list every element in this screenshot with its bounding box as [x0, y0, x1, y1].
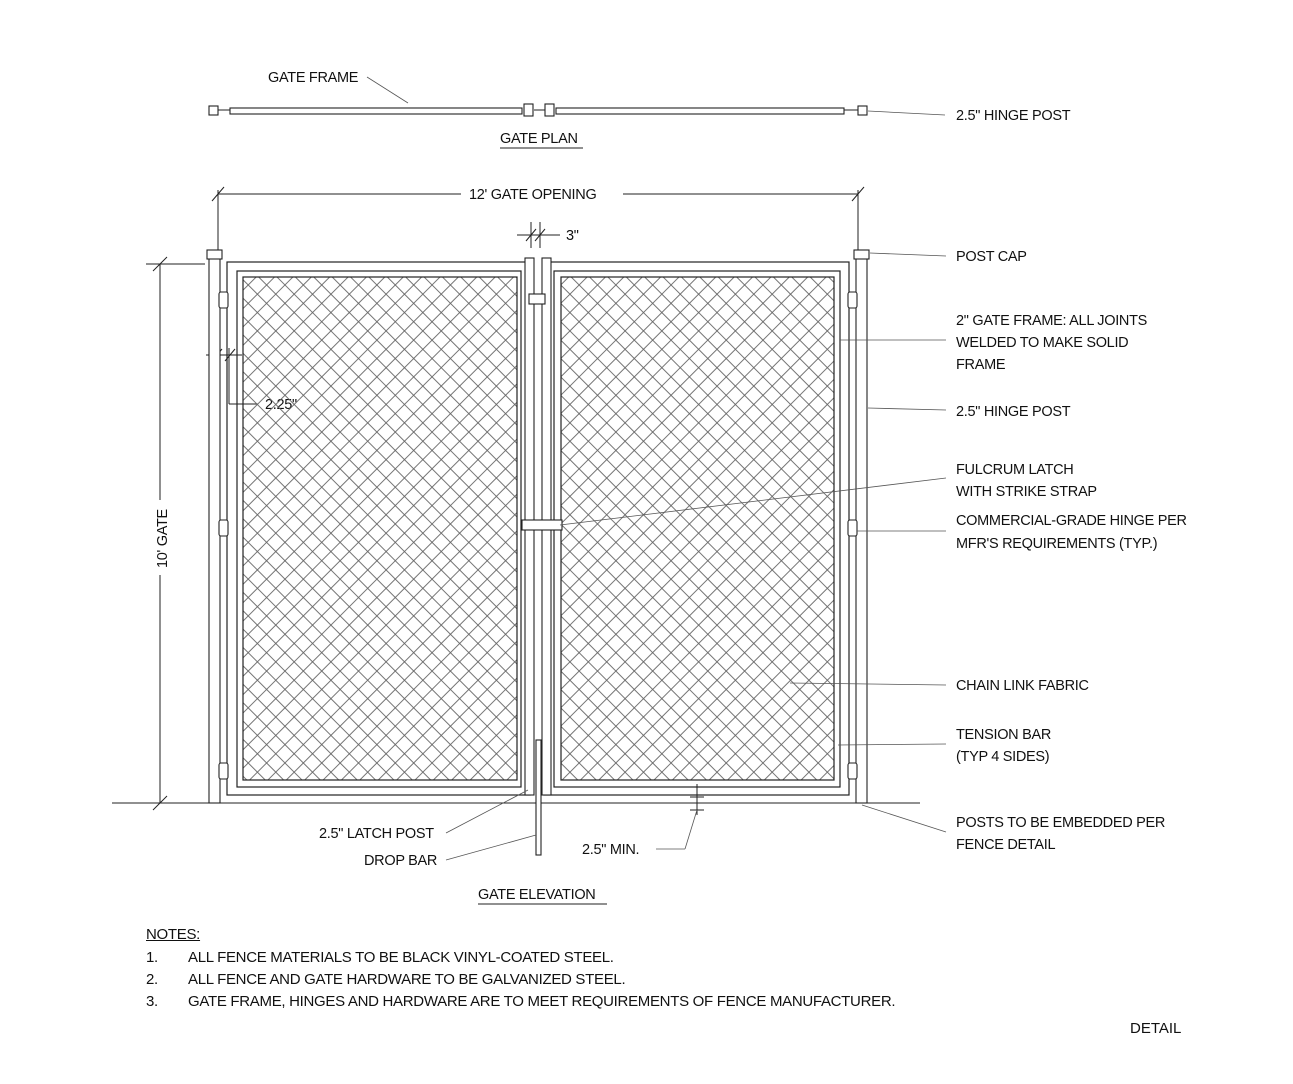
hinge-left-top [219, 292, 228, 308]
plan-left-leaf [230, 108, 522, 114]
callout-tension-line2: (TYP 4 SIDES) [956, 749, 1050, 765]
callout-frame-line2: WELDED TO MAKE SOLID [956, 335, 1129, 351]
plan-right-post [858, 106, 867, 115]
note-number: 2. [146, 971, 158, 988]
hinge-right-mid [848, 520, 857, 536]
height-dimension: 10' GATE [155, 509, 171, 568]
callout-frame-line3: FRAME [956, 357, 1006, 373]
cut-off-detail-label [1130, 1016, 1202, 1037]
gate-elevation [112, 250, 920, 855]
note-text: ALL FENCE MATERIALS TO BE BLACK VINYL-COATED STEEL. [188, 949, 614, 966]
plan-gate-frame-label: GATE FRAME [268, 70, 359, 86]
left-hinge-post [209, 258, 220, 803]
hinge-left-bottom [219, 763, 228, 779]
note-number: 1. [146, 949, 158, 966]
gate-plan [209, 70, 1071, 148]
cut-off-text: DETAIL [1130, 1020, 1182, 1037]
plan-left-post [209, 106, 218, 115]
callout-hinge-line1: COMMERCIAL-GRADE HINGE PER [956, 513, 1187, 529]
opening-dimension: 12' GATE OPENING [469, 187, 597, 203]
notes-heading: NOTES: [146, 926, 201, 943]
note-number: 3. [146, 993, 158, 1010]
callout-fabric: CHAIN LINK FABRIC [956, 678, 1089, 694]
hinge-right-bottom [848, 763, 857, 779]
callout-embed-line1: POSTS TO BE EMBEDDED PER [956, 815, 1166, 831]
latch-post-label: 2.5" LATCH POST [319, 826, 434, 842]
callout-embed-line2: FENCE DETAIL [956, 837, 1056, 853]
note-text: ALL FENCE AND GATE HARDWARE TO BE GALVANIZED STEEL. [188, 971, 626, 988]
right-post-cap [854, 250, 869, 259]
callout-latch-line2: WITH STRIKE STRAP [956, 484, 1097, 500]
callout-hinge-post: 2.5" HINGE POST [956, 404, 1071, 420]
hinge-right-top [848, 292, 857, 308]
callout-tension-line1: TENSION BAR [956, 727, 1051, 743]
drop-bar [536, 740, 541, 855]
callout-frame-line1: 2" GATE FRAME: ALL JOINTS [956, 313, 1148, 329]
plan-right-leaf [556, 108, 844, 114]
right-leaf-fabric [561, 277, 834, 780]
note-text: GATE FRAME, HINGES AND HARDWARE ARE TO MEET REQUIREMENTS OF FENCE MANUFACTURER. [188, 993, 896, 1010]
drop-bar-label: DROP BAR [364, 853, 438, 869]
callout-post-cap: POST CAP [956, 249, 1027, 265]
notes-block [146, 926, 895, 1013]
clearance-label: 2.5" MIN. [582, 842, 640, 858]
left-post-cap [207, 250, 222, 259]
note-item [146, 969, 895, 991]
callout-hinge-line2: MFR'S REQUIREMENTS (TYP.) [956, 536, 1158, 552]
plan-center-post-left [524, 104, 533, 116]
left-leaf-fabric [243, 277, 517, 780]
callout-latch-line1: FULCRUM LATCH [956, 462, 1074, 478]
note-item [146, 991, 895, 1013]
plan-hinge-post-label: 2.5" HINGE POST [956, 108, 1071, 124]
fulcrum-latch [522, 520, 562, 530]
hinge-left-mid [219, 520, 228, 536]
plan-center-post-right [545, 104, 554, 116]
strike-strap [529, 294, 545, 304]
note-item [146, 947, 895, 969]
gate-elevation-title: GATE ELEVATION [478, 887, 596, 903]
gate-plan-title: GATE PLAN [500, 131, 578, 147]
gap-dimension: 3" [566, 228, 579, 244]
